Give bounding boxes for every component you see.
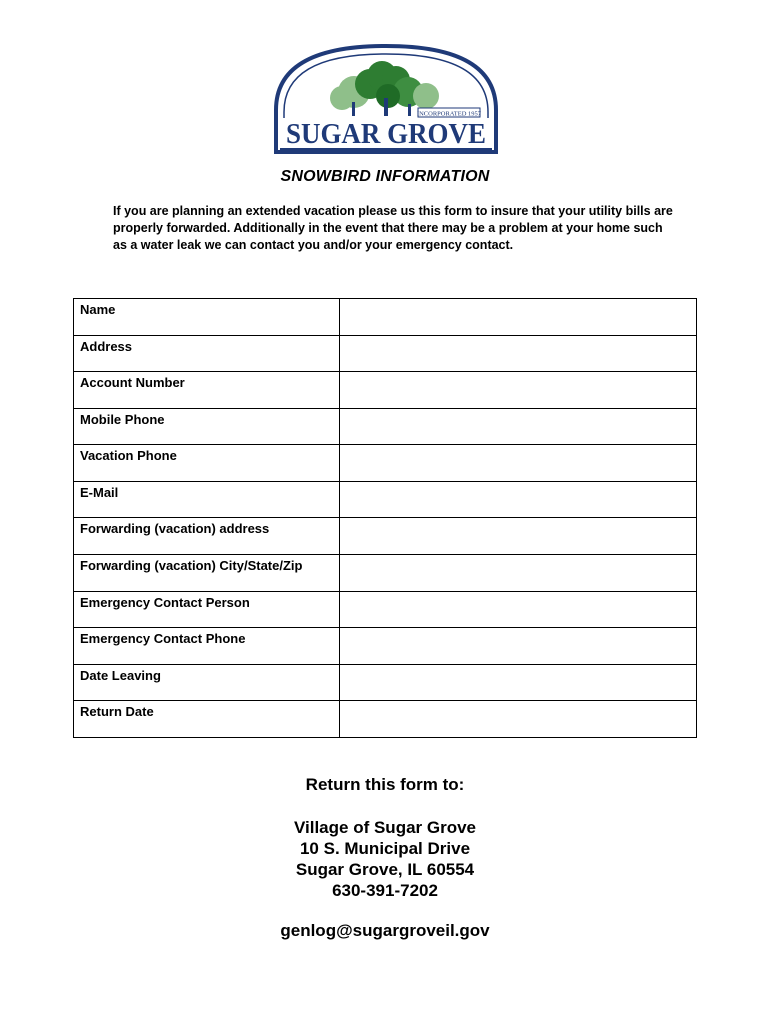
svg-text:SUGAR GROVE: SUGAR GROVE xyxy=(286,119,486,150)
field-label: Forwarding (vacation) City/State/Zip xyxy=(74,555,340,592)
svg-text:INCORPORATED 1957: INCORPORATED 1957 xyxy=(416,110,482,118)
field-input[interactable] xyxy=(340,481,697,518)
form-row xyxy=(74,372,697,409)
sugar-grove-logo-graphic xyxy=(268,40,504,158)
form-row xyxy=(74,299,697,336)
field-label: Mobile Phone xyxy=(74,408,340,445)
return-heading: Return this form to: xyxy=(305,775,465,794)
return-email[interactable]: genlog@sugargroveil.gov xyxy=(280,921,490,940)
form-row xyxy=(74,701,697,738)
field-input[interactable] xyxy=(340,591,697,628)
snowbird-form-table xyxy=(73,298,697,738)
field-label: E-Mail xyxy=(74,481,340,518)
field-label: Name xyxy=(74,299,340,336)
form-row xyxy=(74,335,697,372)
form-row xyxy=(74,628,697,665)
form-row xyxy=(74,445,697,482)
form-row xyxy=(74,481,697,518)
field-label: Vacation Phone xyxy=(74,445,340,482)
field-input[interactable] xyxy=(340,555,697,592)
return-org: Village of Sugar Grove xyxy=(293,818,477,837)
return-phone: 630-391-7202 xyxy=(332,881,438,900)
field-label: Return Date xyxy=(74,701,340,738)
intro-paragraph: If you are planning an extended vacation please us this form to insure that your utility bills are properly forwarded. Additionally in the event that there may be a problem at your home such as a water leak we can contact you and/or your emergency contact. xyxy=(113,204,673,252)
field-label: Account Number xyxy=(74,372,340,409)
form-row xyxy=(74,591,697,628)
page-title: SNOWBIRD INFORMATION xyxy=(280,168,490,185)
return-street: 10 S. Municipal Drive xyxy=(299,839,471,858)
form-row xyxy=(74,555,697,592)
field-label: Emergency Contact Person xyxy=(74,591,340,628)
form-row xyxy=(74,518,697,555)
sugar-grove-logo xyxy=(268,40,504,158)
form-row xyxy=(74,664,697,701)
field-label: Address xyxy=(74,335,340,372)
return-city: Sugar Grove, IL 60554 xyxy=(295,860,475,879)
field-input[interactable] xyxy=(340,664,697,701)
field-input[interactable] xyxy=(340,701,697,738)
field-input[interactable] xyxy=(340,628,697,665)
field-input[interactable] xyxy=(340,335,697,372)
form-row xyxy=(74,408,697,445)
field-input[interactable] xyxy=(340,445,697,482)
field-label: Date Leaving xyxy=(74,664,340,701)
field-input[interactable] xyxy=(340,299,697,336)
field-input[interactable] xyxy=(340,408,697,445)
field-input[interactable] xyxy=(340,372,697,409)
field-label: Emergency Contact Phone xyxy=(74,628,340,665)
field-input[interactable] xyxy=(340,518,697,555)
return-address xyxy=(0,817,770,901)
field-label: Forwarding (vacation) address xyxy=(74,518,340,555)
